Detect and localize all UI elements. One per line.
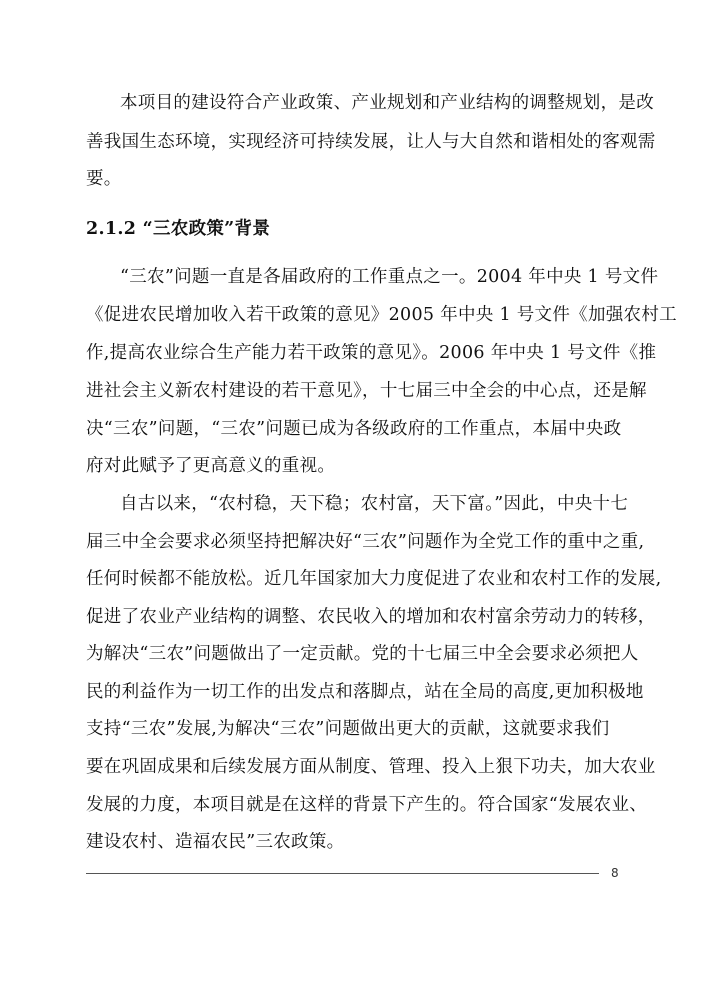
para1-line-1: “三农”问题一直是各届政府的工作重点之一。2004 年中央 1 号文件 <box>120 267 659 287</box>
para1-line-2: 《促进农民增加收入若干政策的意见》2005 年中央 1 号文件《加强农村工 <box>86 305 677 325</box>
para2-line-9: 发展的力度，本项目就是在这样的背景下产生的。符合国家“发展农业、 <box>86 795 648 815</box>
intro-line-2: 善我国生态环境，实现经济可持续发展，让人与大自然和谐相处的客观需 <box>86 132 656 152</box>
para2-line-6: 民的利益作为一切工作的出发点和落脚点，站在全局的高度,更加积极地 <box>86 682 644 702</box>
para1-line-5: 决“三农”问题，“三农”问题已成为各级政府的工作重点，本届中央政 <box>86 419 622 439</box>
para2-line-2: 届三中全会要求必须坚持把解决好“三农”问题作为全党工作的重中之重, <box>86 532 645 552</box>
para2-line-5: 为解决“三农”问题做出了一定贡献。党的十七届三中全会要求必须把人 <box>86 644 639 664</box>
section-heading: 2.1.2 “三农政策”背景 <box>86 219 271 239</box>
para2-line-4: 促进了农业产业结构的调整、农民收入的增加和农村富余劳动力的转移， <box>86 607 656 627</box>
page-number: 8 <box>611 866 619 880</box>
para2-line-1: 自古以来，“农村稳，天下稳；农村富，天下富。”因此，中央十七 <box>120 494 629 514</box>
para1-line-6: 府对此赋予了更高意义的重视。 <box>86 456 336 476</box>
para2-line-3: 任何时候都不能放松。近几年国家加大力度促进了农业和农村工作的发展, <box>86 569 662 589</box>
para2-line-8: 要在巩固成果和后续发展方面从制度、管理、投入上狠下功夫，加大农业 <box>86 757 656 777</box>
para2-line-7: 支持“三农”发展,为解决“三农”问题做出更大的贡献，这就要求我们 <box>86 719 610 739</box>
intro-line-1: 本项目的建设符合产业政策、产业规划和产业结构的调整规划，是改 <box>120 93 654 113</box>
intro-line-3: 要。 <box>86 169 122 189</box>
para2-line-10: 建设农村、造福农民”三农政策。 <box>86 832 345 852</box>
footer-divider <box>86 873 599 874</box>
para1-line-3: 作,提高农业综合生产能力若干政策的意见》。2006 年中央 1 号文件《推 <box>86 343 657 363</box>
para1-line-4: 进社会主义新农村建设的若干意见》，十七届三中全会的中心点，还是解 <box>86 381 647 401</box>
